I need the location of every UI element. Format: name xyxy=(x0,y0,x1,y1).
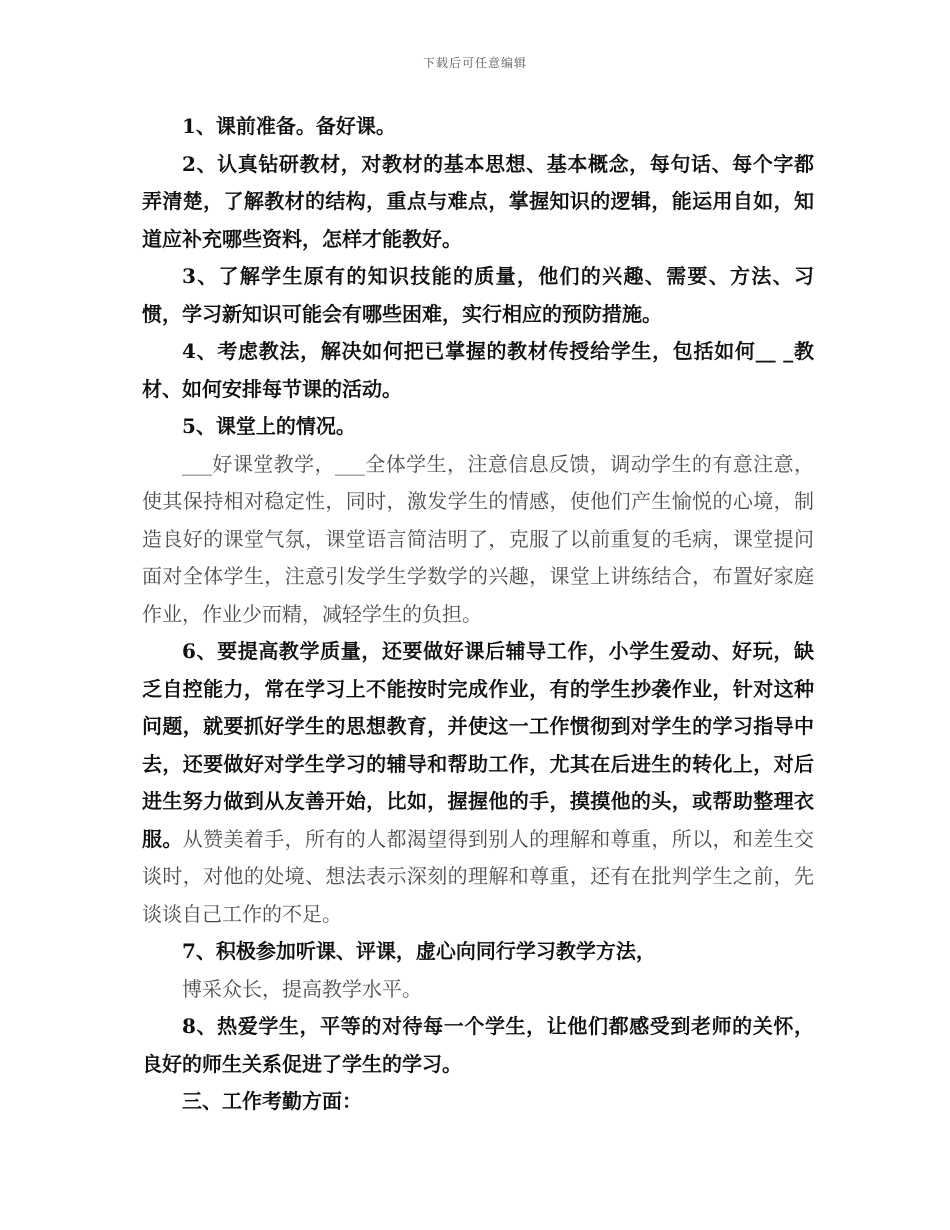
page-header: 下载后可任意编辑 xyxy=(422,56,527,70)
paragraph-lesson-prep: 1、课前准备。备好课。 xyxy=(182,114,396,138)
paragraph-love-students: 8、热爱学生，平等的对待每一个学生，让他们都感受到老师的关怀，良好的师生关系促进了学生的学习。 xyxy=(142,1014,814,1076)
paragraph-study-materials: 2、认真钻研教材，对教材的基本思想、基本概念，每句话、每个字都弄清楚，了解教材的结构，重点与难点，掌握知识的逻辑，能运用自如，知道应补充哪些资料，怎样才能教好。 xyxy=(142,151,814,251)
after-class-tutoring-light-text: 从赞美着手，所有的人都渴望得到别人的理解和尊重，所以，和差生交谈时，对他的处境、想法表示深刻的理解和尊重，还有在批判学生之前，先谈谈自己工作的不足。 xyxy=(142,826,814,926)
paragraph-know-students: 3、了解学生原有的知识技能的质量，他们的兴趣、需要、方法、习惯，学习新知识可能会有哪些困难，实行相应的预防措施。 xyxy=(142,264,814,326)
section-heading-attendance: 三、工作考勤方面： xyxy=(182,1089,362,1113)
document-body xyxy=(142,108,814,1121)
paragraph-after-class-tutoring xyxy=(142,633,814,933)
paragraph-classroom-heading: 5、课堂上的情况。 xyxy=(182,414,356,438)
paragraph-lesson-observation: 7、积极参加听课、评课，虚心向同行学习教学方法， xyxy=(182,939,656,963)
paragraph-improve-level: 博采众长，提高教学水平。 xyxy=(182,976,422,1001)
after-class-tutoring-bold-text: 6、要提高教学质量，还要做好课后辅导工作，小学生爱动、好玩，缺乏自控能力，常在学习上不能按时完成作业，有的学生抄袭作业，针对这种问题，就要抓好学生的思想教育，并使这一工作惯彻到对学生的学习指导中去，还要做好对学生学习的辅导和帮助工作，尤其在后进生的转化上，对后进生努力做到从友善开始，比如，握握他的手，摸摸他的头，或帮助整理衣服。 xyxy=(142,639,814,851)
paragraph-classroom-details: ___好课堂教学，___全体学生，注意信息反馈，调动学生的有意注意，使其保持相对稳定性，同时，激发学生的情感，使他们产生愉悦的心境，制造良好的课堂气氛，课堂语言简洁明了，克服了以前重复的毛病，课堂提问面对全体学生，注意引发学生学数学的兴趣，课堂上讲练结合，布置好家庭作业，作业少而精，减轻学生的负担。 xyxy=(142,451,814,626)
paragraph-teaching-methods: 4、考虑教法，解决如何把已掌握的教材传授给学生，包括如何__ _教材、如何安排每节课的活动。 xyxy=(142,339,814,401)
